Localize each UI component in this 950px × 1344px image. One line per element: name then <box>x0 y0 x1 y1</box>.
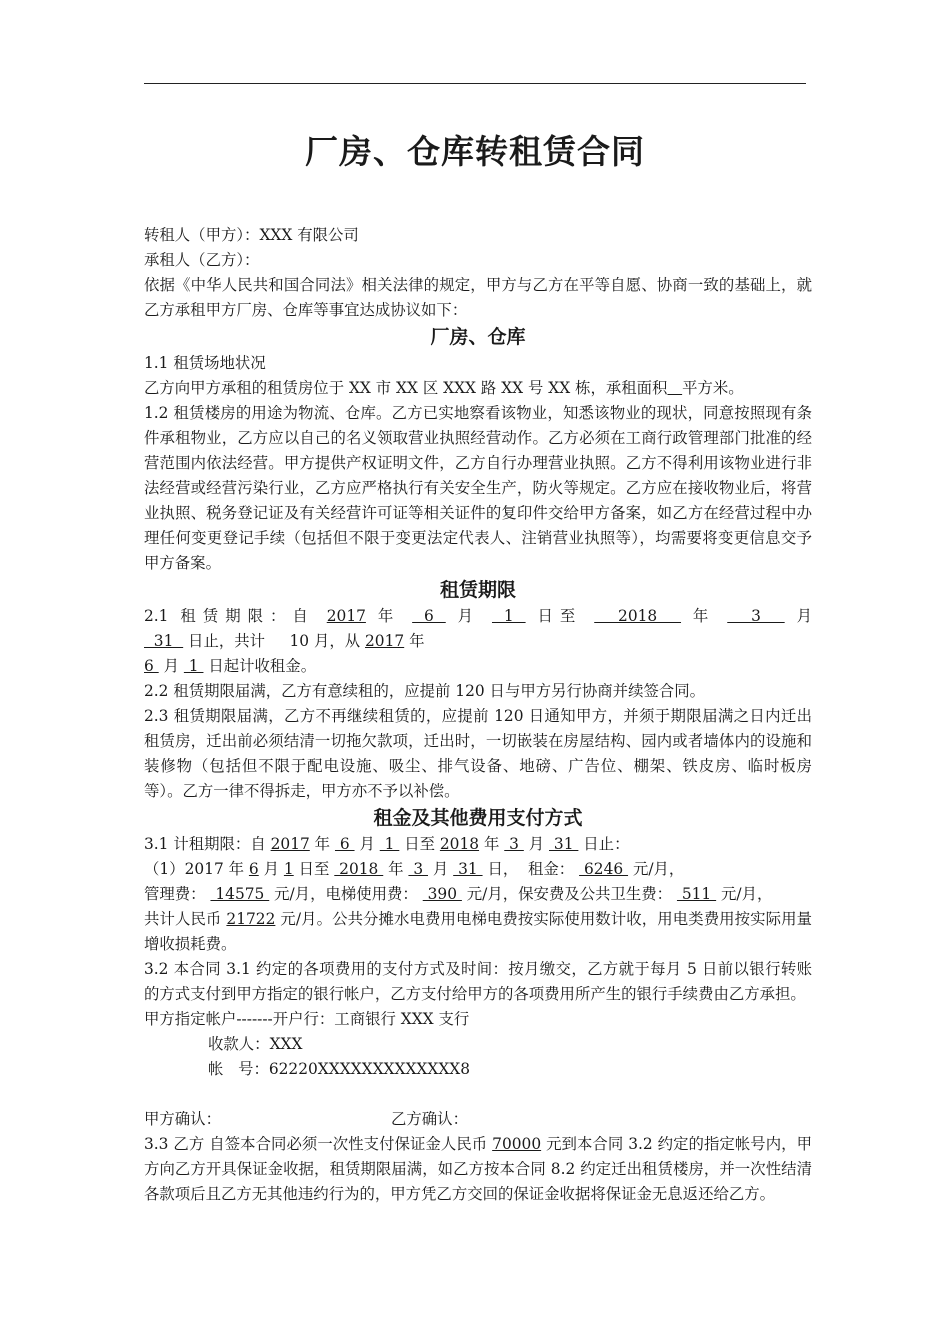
account-line: 甲方指定帐户-------开户行：工商银行 XXX 支行 <box>144 1010 470 1028</box>
end-month: 3 <box>504 835 524 853</box>
clause-2-3: 2.3 租赁期限届满，乙方不再继续租赁的，应提前 120 日通知甲方，并须于期限届满之日内迁出租赁房，迁出前必须结清一切拖欠款项，迁出时，一切嵌装在房屋结构、园内或者墙体内的设施和装修物（包括但不限于配电设施、吸尘、排气设备、地磅、广告位、棚架、铁皮房、临时板房等）。乙方一律不得拆走，甲方亦不予以补偿。 <box>144 707 812 800</box>
management-fee: 14575 <box>210 885 270 903</box>
deposit-amount: 70000 <box>492 1135 542 1153</box>
text: 元/月， <box>628 860 685 878</box>
text: 日至 <box>399 835 440 853</box>
clause-1-2: 1.2 租赁楼房的用途为物流、仓库。乙方已实地察看该物业，知悉该物业的现状，同意按照现有条件承租物业，乙方应以自己的名义领取营业执照经营动作。乙方必须在工商行政管理部门批准的经营范围内依法经营。甲方提供产权证明文件，乙方自行办理营业执照。乙方不得利用该物业进行非法经营或经营污染行业，乙方应严格执行有关安全生产，防火等规定。乙方应在接收物业后，将营业执照、税务登记证及有关经营许可证等相关证件的复印件交给甲方备案，如乙方在经营过程中办理任何变更登记手续（包括但不限于变更法定代表人、注销营业执照等），均需要将变更信息交予甲方备案。 <box>144 404 812 572</box>
text: 年 <box>404 632 425 650</box>
text: 日至 <box>293 860 335 878</box>
section-heading-payment: 租金及其他费用支付方式 <box>373 807 583 829</box>
month: 3 <box>408 860 428 878</box>
end-year: 2018 <box>594 607 682 625</box>
rent-start-month: 6 <box>144 657 159 675</box>
start-year: 2017 <box>326 607 366 625</box>
document-body <box>144 223 812 1207</box>
rent-amount: 6246 <box>579 860 629 878</box>
clause-1-1-detail <box>144 376 812 401</box>
text: 年 <box>309 835 335 853</box>
text: 2.1 租赁期限：自 <box>144 607 327 625</box>
text: 年 <box>681 607 728 625</box>
text: 日至 <box>525 607 595 625</box>
text: 管理费： <box>144 885 211 903</box>
lessee-line: 承租人（乙方）： <box>144 251 260 269</box>
text: 日， 租金： <box>482 860 580 878</box>
text: 元/月，电梯使用费： <box>269 885 423 903</box>
party-a-confirm: 甲方确认： <box>144 1110 221 1128</box>
end-year: 2018 <box>439 835 480 853</box>
end-day: 31 <box>144 632 184 650</box>
text: 元/月， <box>716 885 773 903</box>
end-month: 3 <box>727 607 785 625</box>
area-blank <box>667 379 682 397</box>
intro-paragraph: 依据《中华人民共和国合同法》相关法律的规定，甲方与乙方在平等自愿、协商一致的基础上，就乙方承租甲方厂房、仓库等事宜达成协议如下： <box>144 276 812 319</box>
account-number-line: 帐 号：62220XXXXXXXXXXXXX8 <box>208 1060 471 1078</box>
start-month: 6 <box>412 607 446 625</box>
elevator-fee: 390 <box>422 885 462 903</box>
text: 月 <box>445 607 492 625</box>
text: 月 <box>784 607 812 625</box>
total-line <box>144 907 812 957</box>
clause-2-1 <box>144 604 812 679</box>
text: （1）2017 年 <box>144 860 249 878</box>
start-month: 6 <box>334 835 355 853</box>
clause-3-1-1 <box>144 857 812 882</box>
day: 1 <box>283 860 294 878</box>
section-heading-premises: 厂房、仓库 <box>430 326 526 348</box>
end-day: 31 <box>549 835 579 853</box>
start-day: 1 <box>379 835 400 853</box>
text: 日起计收租金。 <box>203 657 317 675</box>
document-title: 厂房、仓库转租赁合同 <box>305 132 645 171</box>
security-fee: 511 <box>676 885 717 903</box>
lessor-value: XXX 有限公司 <box>259 226 359 244</box>
text: 日止，共计 10 月，从 <box>183 632 366 650</box>
text: 月 <box>354 835 380 853</box>
section-heading-term: 租赁期限 <box>439 579 516 601</box>
fees-line <box>144 882 812 907</box>
text: 月 <box>158 657 184 675</box>
clause-1-1: 1.1 租赁场地状况 <box>144 354 266 372</box>
header-rule <box>144 83 806 84</box>
total-amount: 21722 <box>226 910 276 928</box>
spacer <box>144 1082 812 1107</box>
clause-3-2: 3.2 本合同 3.1 约定的各项费用的支付方式及时间：按月缴交，乙方就于每月 5 日前以银行转账的方式支付到甲方指定的银行帐户，乙方支付给甲方的各项费用所产生的银行手续费由乙方承担。 <box>144 960 812 1003</box>
year: 2018 <box>334 860 384 878</box>
lessor-line <box>144 223 812 248</box>
text: 月 <box>523 835 550 853</box>
clause-2-2: 2.2 租赁期限届满，乙方有意续租的，应提前 120 日与甲方另行协商并续签合同。 <box>144 682 706 700</box>
start-day: 1 <box>491 607 526 625</box>
payee-line: 收款人：XXX <box>208 1035 303 1053</box>
party-b-confirm: 乙方确认： <box>391 1110 468 1128</box>
day: 31 <box>453 860 483 878</box>
text: 元/月。公共分摊水电费用电梯电费按实际使用数计收，用电类费用按实际用量增收损耗费。 <box>144 910 812 953</box>
text: 3.3 乙方 自签本合同必须一次性支付保证金人民币 <box>144 1135 493 1153</box>
text: 乙方向甲方承租的租赁房位于 XX 市 XX 区 XXX 路 XX 号 XX 栋，承租面积 <box>144 379 668 397</box>
confirm-line <box>144 1107 812 1132</box>
text: 年 <box>365 607 413 625</box>
rent-start-day: 1 <box>183 657 204 675</box>
rent-start-year: 2017 <box>365 632 405 650</box>
text: 3.1 计租期限：自 <box>144 835 271 853</box>
text: 平方米。 <box>682 379 744 397</box>
month: 6 <box>248 860 259 878</box>
text: 月 <box>428 860 454 878</box>
text: 元/月，保安费及公共卫生费： <box>461 885 677 903</box>
lessor-label: 转租人（甲方）： <box>144 226 260 244</box>
clause-3-1 <box>144 832 812 857</box>
text: 元到本合同 3.2 约定的指定帐号内，甲方向乙方开具保证金收据，租赁期限届满，如乙方按本合同 8.2 约定迁出租赁楼房，并一次性结清各款项后且乙方无其他违约行为的，甲方凭乙方交回的保证金收据将保证金无息返还给乙方。 <box>144 1135 813 1203</box>
text: 日止： <box>578 835 630 853</box>
start-year: 2017 <box>270 835 310 853</box>
text: 年 <box>479 835 505 853</box>
clause-3-3 <box>144 1132 812 1207</box>
text: 月 <box>258 860 284 878</box>
text: 共计人民币 <box>144 910 227 928</box>
text: 年 <box>383 860 409 878</box>
